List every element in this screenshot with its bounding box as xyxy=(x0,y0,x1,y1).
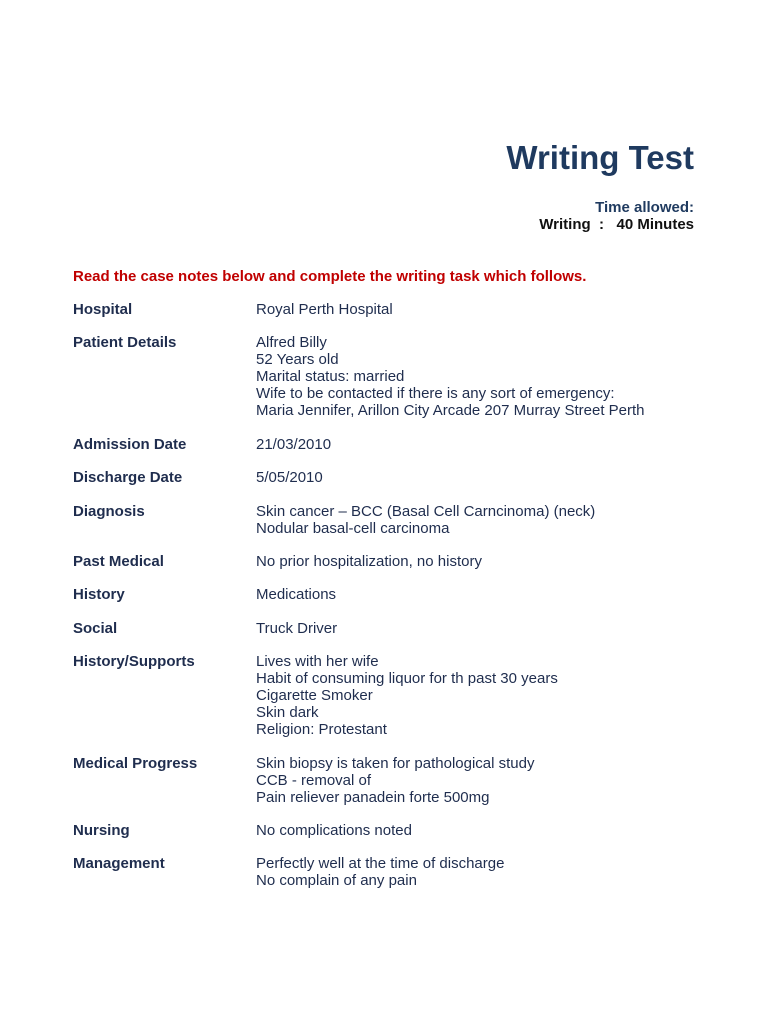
case-note-row xyxy=(73,436,713,453)
case-note-line: CCB - removal of xyxy=(256,771,372,789)
case-note-values xyxy=(256,553,713,570)
case-note-label: Hospital xyxy=(73,301,133,318)
case-note-line: Alfred Billy xyxy=(256,334,327,352)
case-note-line: Cigarette Smoker xyxy=(256,687,373,705)
case-note-values xyxy=(256,620,713,637)
case-note-line: Maria Jennifer, Arillon City Arcade 207 Murray Street Perth xyxy=(256,402,645,420)
case-note-values xyxy=(256,436,713,453)
case-note-line: Habit of consuming liquor for th past 30 years xyxy=(256,670,558,688)
case-note-values xyxy=(256,469,713,486)
case-note-values xyxy=(256,503,713,537)
case-note-line: Wife to be contacted if there is any sort of emergency: xyxy=(256,385,615,403)
case-note-label: Management xyxy=(73,855,165,873)
case-note-label: History xyxy=(73,586,125,604)
case-note-row xyxy=(73,822,713,839)
case-notes xyxy=(73,301,713,906)
case-note-line: No complications noted xyxy=(256,821,412,839)
case-note-line: Medications xyxy=(256,586,337,604)
case-note-values xyxy=(256,301,713,318)
case-note-label: Discharge Date xyxy=(73,469,183,487)
case-note-values xyxy=(256,822,713,839)
case-note-row xyxy=(73,653,713,738)
case-note-line: Marital status: married xyxy=(256,368,405,386)
case-note-line: Nodular basal-cell carcinoma xyxy=(256,519,450,537)
writing-time-allowed: Writing : 40 Minutes xyxy=(539,216,694,233)
case-note-line: 52 Years old xyxy=(256,351,339,369)
case-note-label: Past Medical xyxy=(73,552,164,570)
case-note-values xyxy=(256,855,713,889)
case-note-row xyxy=(73,553,713,570)
case-note-row xyxy=(73,503,713,537)
case-note-label: Diagnosis xyxy=(73,502,145,520)
case-note-line: Skin biopsy is taken for pathological study xyxy=(256,754,535,772)
case-note-line: Religion: Protestant xyxy=(256,721,387,739)
case-note-values xyxy=(256,653,713,738)
page-title: Writing Test xyxy=(506,139,694,176)
case-note-line: Royal Perth Hospital xyxy=(256,301,393,318)
case-note-line: 21/03/2010 xyxy=(256,435,332,453)
case-note-values xyxy=(256,586,713,603)
case-note-row xyxy=(73,469,713,486)
case-note-label: Patient Details xyxy=(73,334,177,352)
case-note-label: History/Supports xyxy=(73,653,195,671)
case-note-line: 5/05/2010 xyxy=(256,469,323,487)
case-note-row xyxy=(73,755,713,806)
time-allowed-label: Time allowed: xyxy=(595,199,694,216)
case-note-label: Nursing xyxy=(73,821,130,839)
case-note-row xyxy=(73,301,713,318)
case-note-values xyxy=(256,334,713,419)
task-instruction: Read the case notes below and complete the writing task which follows. xyxy=(73,268,587,285)
case-note-line: No prior hospitalization, no history xyxy=(256,552,482,570)
case-note-label: Admission Date xyxy=(73,435,187,453)
case-note-values xyxy=(256,755,713,806)
case-note-line: Perfectly well at the time of discharge xyxy=(256,855,505,873)
case-note-line: Truck Driver xyxy=(256,619,338,637)
case-note-row xyxy=(73,334,713,419)
case-note-line: Pain reliever panadein forte 500mg xyxy=(256,788,490,806)
case-note-label: Medical Progress xyxy=(73,754,198,772)
case-note-row xyxy=(73,855,713,889)
case-note-line: Skin cancer – BCC (Basal Cell Carncinoma) (neck) xyxy=(256,502,596,520)
case-note-row xyxy=(73,586,713,603)
case-note-line: No complain of any pain xyxy=(256,872,417,890)
case-note-row xyxy=(73,620,713,637)
case-note-line: Skin dark xyxy=(256,704,319,722)
case-note-line: Lives with her wife xyxy=(256,653,379,671)
case-note-label: Social xyxy=(73,619,118,637)
